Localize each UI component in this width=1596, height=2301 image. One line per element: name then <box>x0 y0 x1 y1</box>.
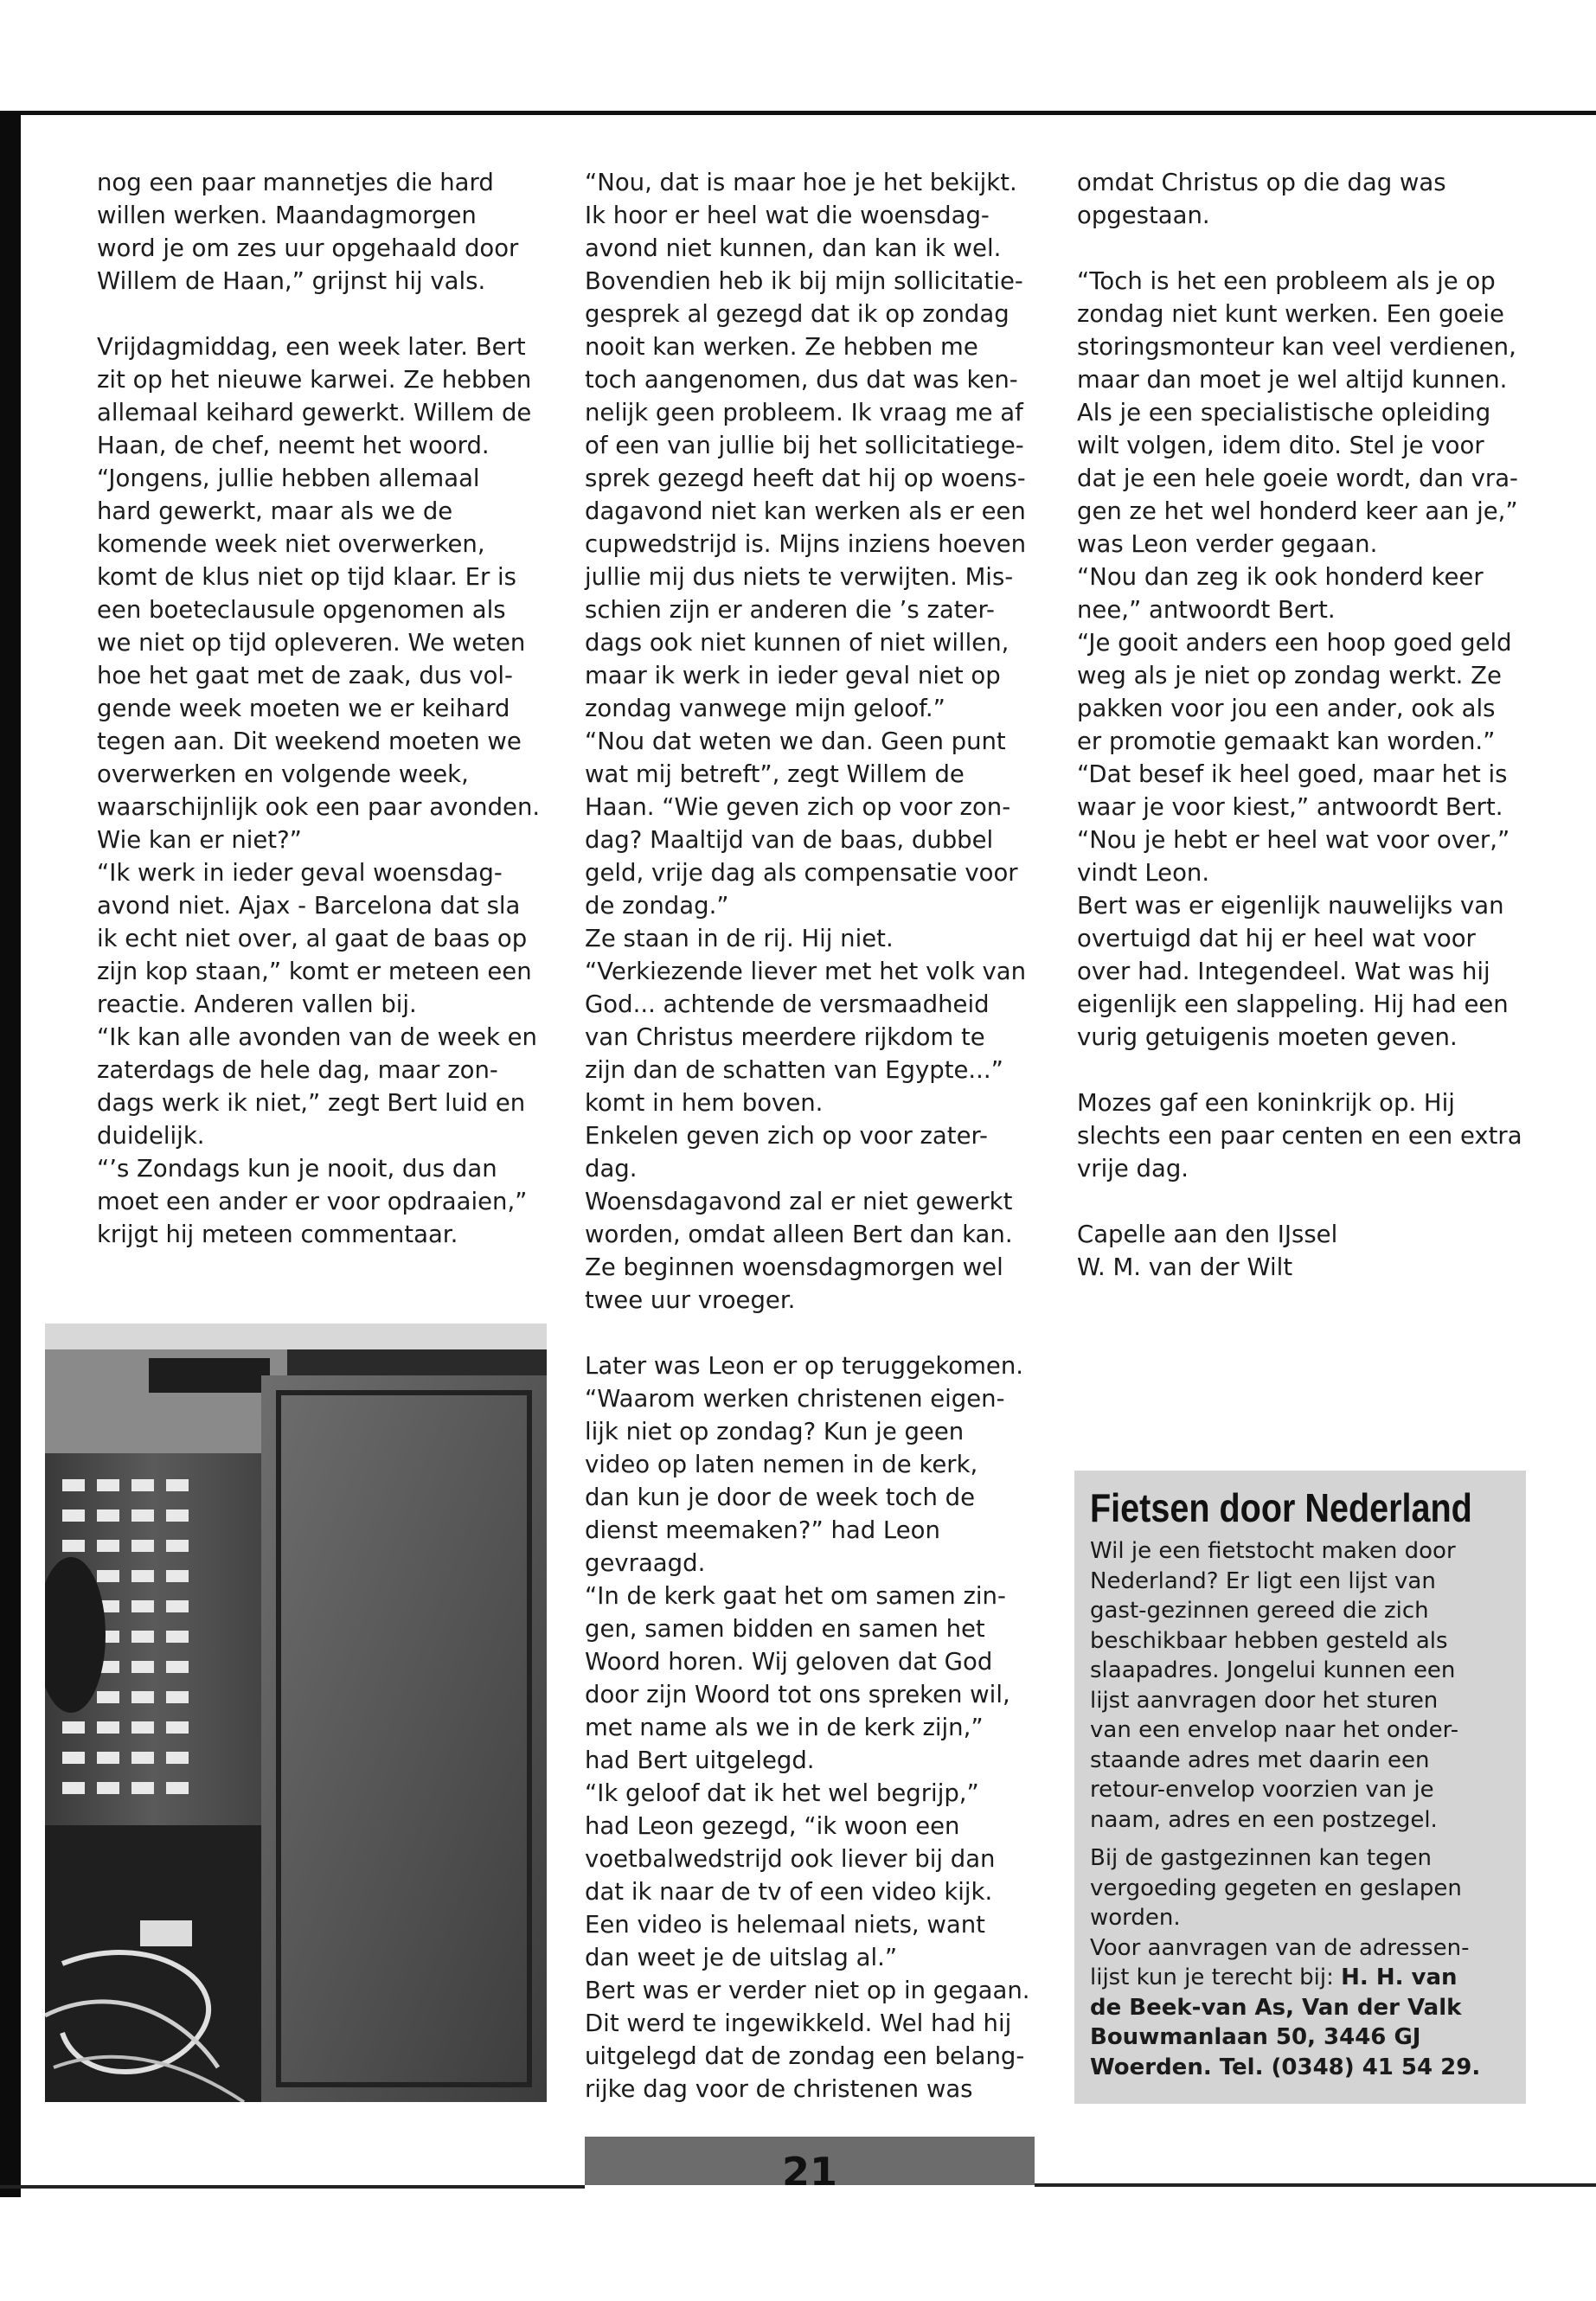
sidebar-box <box>1074 1471 1526 2104</box>
paragraph: Mozes gaf een koninkrijk op. Hij slechts een paar centen en een extra vrije dag. <box>1077 1089 1522 1183</box>
byline: Capelle aan den IJssel W. M. van der Wilt <box>1077 1221 1338 1281</box>
article-column-2 <box>585 166 1043 2106</box>
bottom-rule-right <box>1035 2183 1596 2187</box>
paragraph: “Toch is het een probleem als je op zondag niet kunt werken. Een goeie storingsmonteur kan veel verdienen, maar dan moet je wel altijd kunnen. Als je een specialistische opleiding wilt volgen, idem dito. Stel je voor dat je een hele goeie wordt, dan vra- gen ze het wel honderd keer aan je,” was Leon verder gegaan. “Nou dan zeg ik ook honderd keer nee,” antwoordt Bert. “Je gooit anders een hoop goed geld weg als je niet op zondag werkt. Ze pakken voor jou een ander, ook als er promotie gemaakt kan worden.” “Dat besef ik heel goed, maar het is waar je voor kiest,” antwoordt Bert. “Nou je hebt er heel wat voor over,” vindt Leon. Bert was er eigenlijk nauwelijks van overtuigd dat hij er heel wat voor over had. Integendeel. Wat was hij eigenlijk een slappeling. Hij had een vurig getuigenis moeten geven. <box>1077 267 1518 1051</box>
article-column-3 <box>1077 166 1535 1284</box>
sidebar-paragraph: Bij de gastgezinnen kan tegen vergoeding gegeten en geslapen worden. <box>1090 1845 1462 1931</box>
photo-illustration <box>45 1324 547 2102</box>
paragraph: Vrijdagmiddag, een week later. Bert zit op het nieuwe karwei. Ze hebben allemaal keihard gewerkt. Willem de Haan, de chef, neemt het woord. “Jongens, jullie hebben allemaal hard gewerkt, maar als we de komende week niet overwerken, komt de klus niet op tijd klaar. Er is een boeteclausule opgenomen als we niet op tijd opleveren. We weten hoe het gaat met de zaak, dus vol- gende week moeten we er keihard tegen aan. Dit weekend moeten we overwerken en volgende week, waarschijnlijk ook een paar avonden. Wie kan er niet?” “Ik werk in ieder geval woensdag- avond niet. Ajax - Barcelona dat sla ik echt niet over, al gaat de baas op zijn kop staan,” komt er meteen een reactie. Anderen vallen bij. “Ik kan alle avonden van de week en zaterdags de hele dag, maar zon- dags werk ik niet,” zegt Bert luid en duidelijk. “’s Zondags kun je nooit, dus dan moet een ander er voor opdraaien,” krijgt hij meteen commentaar. <box>97 333 541 1248</box>
left-edge-bar <box>0 112 21 2197</box>
sidebar-address: H. H. van de Beek-van As, Van der Valk Bouwmanlaan 50, 3446 GJ Woerden. Tel. (0348) 41 54 29. <box>1090 1965 1481 2080</box>
sidebar-contact <box>1090 1933 1510 2083</box>
article-column-1 <box>97 166 555 1251</box>
paragraph: omdat Christus op die dag was opgestaan. <box>1077 169 1446 229</box>
sidebar-contact-intro: Voor aanvragen van de adressen- lijst kun je terecht bij: <box>1090 1934 1470 1990</box>
page-number: 21 <box>781 2149 837 2185</box>
paragraph: Later was Leon er op teruggekomen. “Waarom werken christenen eigen- lijk niet op zondag? Kun je geen video op laten nemen in de kerk, dan kun je door de week toch de dienst meemaken?” had Leon gevraagd. “In de kerk gaat het om samen zin- gen, samen bidden en samen het Woord horen. Wij geloven dat God door zijn Woord tot ons spreken wil, met name als we in de kerk zijn,” had Bert uitgelegd. “Ik geloof dat ik het wel begrijp,” had Leon gezegd, “ik woon een voetbalwedstrijd ook liever bij dan dat ik naar de tv of een video kijk. Een video is helemaal niets, want dan weet je de uitslag al.” Bert was er verder niet op in gegaan. Dit werd te ingewikkeld. Wel had hij uitgelegd dat de zondag een belang- rijke dag voor de christenen was <box>585 1352 1030 2103</box>
sidebar-title: Fietsen door Nederland <box>1090 1485 1472 1530</box>
paragraph: “Nou, dat is maar hoe je het bekijkt. Ik hoor er heel wat die woensdag- avond niet kunnen, dan kan ik wel. Bovendien heb ik bij mijn sollicitatie- gesprek al gezegd dat ik op zondag nooit kan werken. Ze hebben me toch aangenomen, dus dat was ken- nelijk geen probleem. Ik vraag me af of een van jullie bij het sollicitatiege- sprek gezegd heeft dat hij op woens- dagavond niet kan werken als er een cupwedstrijd is. Mijns inziens hoeven jullie mij dus niets te verwijten. Mis- schien zijn er anderen die ’s zater- dags ook niet kunnen of niet willen, maar ik werk in ieder geval niet op zondag vanwege mijn geloof.” “Nou dat weten we dan. Geen punt wat mij betreft”, zegt Willem de Haan. “Wie geven zich op voor zon- dag? Maaltijd van de baas, dubbel geld, vrije dag als compensatie voor de zondag.” Ze staan in de rij. Hij niet. “Verkiezende liever met het volk van God... achtende de versmaadheid van Christus meerdere rijkdom te zijn dan de schatten van Egypte...” komt in hem boven. Enkelen geven zich op voor zater- dag. Woensdagavond zal er niet gewerkt worden, omdat alleen Bert dan kan. Ze beginnen woensdagmorgen wel twee uur vroeger. <box>585 169 1027 1314</box>
page-number-band <box>585 2137 1035 2185</box>
sidebar-paragraph: Wil je een fietstocht maken door Nederland? Er ligt een lijst van gast-gezinnen gereed die zich beschikbaar hebben gesteld als slaapadres. Jongelui kunnen een lijst aanvragen door het sturen van een envelop naar het onder- staande adres met daarin een retour-envelop voorzien van je naam, adres en een postzegel. <box>1090 1538 1459 1833</box>
switchboard-photo <box>45 1324 547 2102</box>
top-rule <box>0 111 1596 115</box>
paragraph: nog een paar mannetjes die hard willen werken. Maandagmorgen word je om zes uur opgehaald door Willem de Haan,” grijnst hij vals. <box>97 169 519 295</box>
bottom-rule-left <box>0 2185 585 2189</box>
